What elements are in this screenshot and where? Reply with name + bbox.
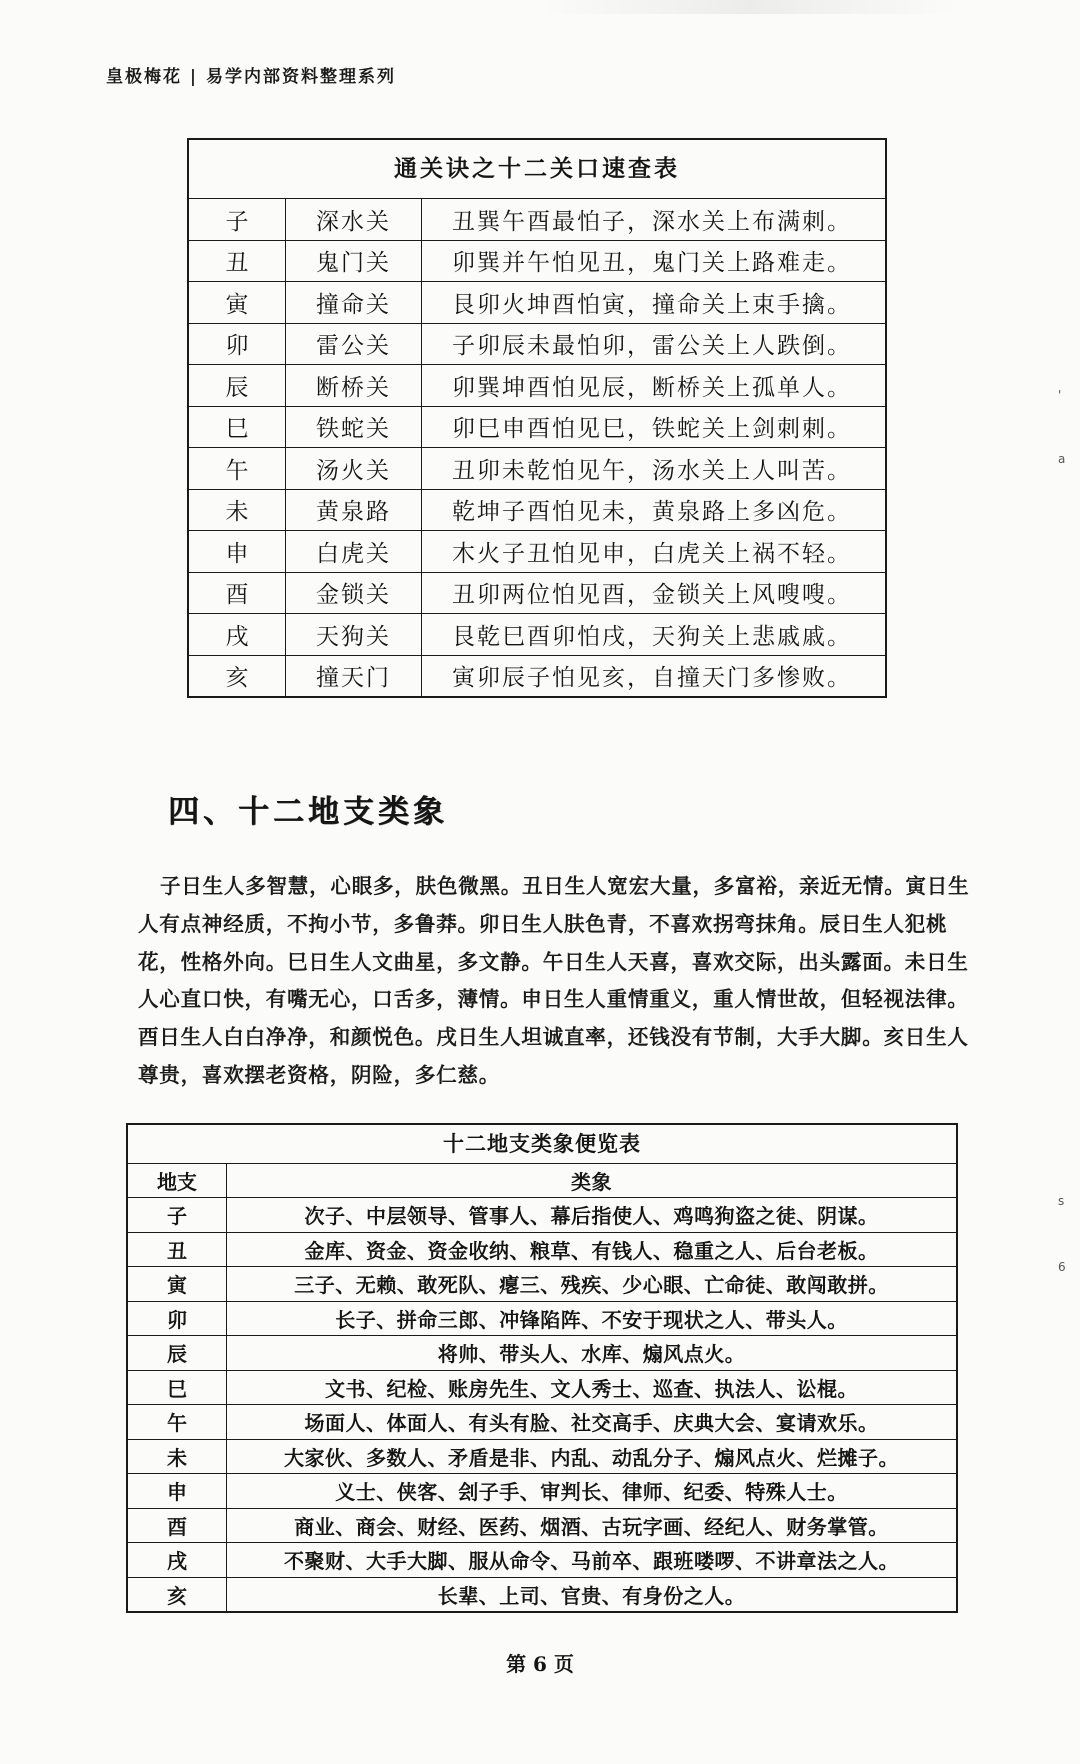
- verse-cell: 丑巽午酉最怕子，深水关上布满刺。: [422, 199, 887, 241]
- gate-name-cell: 汤火关: [286, 448, 422, 490]
- gate-table-row: [188, 572, 886, 614]
- image-cell: 将帅、带头人、水库、煽风点火。: [227, 1336, 958, 1371]
- gate-name-cell: 金锁关: [286, 572, 422, 614]
- gate-quick-reference-table: [187, 138, 887, 698]
- branch-table-row: [127, 1405, 957, 1440]
- verse-cell: 丑卯未乾怕见午，汤水关上人叫苦。: [422, 448, 887, 490]
- branch-cell: 子: [127, 1198, 227, 1233]
- gate-name-cell: 黄泉路: [286, 489, 422, 531]
- margin-speck: s: [1058, 1194, 1065, 1208]
- branch-cell: 午: [188, 448, 286, 490]
- section-heading: 四、十二地支类象: [168, 794, 448, 830]
- branch-table-row: [127, 1370, 957, 1405]
- branch-cell: 丑: [127, 1232, 227, 1267]
- gate-table-title-row: [188, 139, 886, 199]
- branch-cell: 巳: [127, 1370, 227, 1405]
- gate-table-row: [188, 531, 886, 573]
- column-header-branch: 地支: [127, 1164, 227, 1198]
- image-cell: 商业、商会、财经、医药、烟酒、古玩字画、经纪人、财务掌管。: [227, 1508, 958, 1543]
- branch-table-row: [127, 1508, 957, 1543]
- image-cell: 文书、纪检、账房先生、文人秀士、巡查、执法人、讼棍。: [227, 1370, 958, 1405]
- gate-table-row: [188, 655, 886, 697]
- gate-name-cell: 撞命关: [286, 282, 422, 324]
- branch-cell: 戌: [127, 1543, 227, 1578]
- verse-cell: 艮乾巳酉卯怕戌，天狗关上悲戚戚。: [422, 614, 887, 656]
- branch-cell: 辰: [127, 1336, 227, 1371]
- verse-cell: 卯巽并午怕见丑，鬼门关上路难走。: [422, 240, 887, 282]
- page-number: 第 6 页: [506, 1652, 574, 1676]
- branch-cell: 未: [127, 1439, 227, 1474]
- branch-cell: 子: [188, 199, 286, 241]
- column-header-image: 类象: [227, 1164, 958, 1198]
- running-header: 皇极梅花 | 易学内部资料整理系列: [106, 67, 397, 87]
- margin-speck: a: [1058, 452, 1066, 466]
- image-cell: 场面人、体面人、有头有脸、社交高手、庆典大会、宴请欢乐。: [227, 1405, 958, 1440]
- image-cell: 次子、中层领导、管事人、幕后指使人、鸡鸣狗盗之徒、阴谋。: [227, 1198, 958, 1233]
- gate-table-title: 通关诀之十二关口速查表: [188, 139, 886, 199]
- gate-table-row: [188, 489, 886, 531]
- branch-table-row: [127, 1198, 957, 1233]
- verse-cell: 卯巽坤酉怕见辰，断桥关上孤单人。: [422, 365, 887, 407]
- branch-cell: 卯: [188, 323, 286, 365]
- verse-cell: 乾坤子酉怕见未，黄泉路上多凶危。: [422, 489, 887, 531]
- gate-name-cell: 铁蛇关: [286, 406, 422, 448]
- branch-cell: 辰: [188, 365, 286, 407]
- branch-cell: 丑: [188, 240, 286, 282]
- margin-speck: 6: [1058, 1260, 1066, 1274]
- gate-table-row: [188, 240, 886, 282]
- image-cell: 不聚财、大手大脚、服从命令、马前卒、跟班喽啰、不讲章法之人。: [227, 1543, 958, 1578]
- branch-table-row: [127, 1267, 957, 1302]
- branch-cell: 酉: [188, 572, 286, 614]
- gate-name-cell: 撞天门: [286, 655, 422, 697]
- branch-cell: 亥: [127, 1577, 227, 1612]
- branch-cell: 未: [188, 489, 286, 531]
- gate-table-row: [188, 614, 886, 656]
- gate-name-cell: 雷公关: [286, 323, 422, 365]
- branch-cell: 申: [188, 531, 286, 573]
- branch-table-title: 十二地支类象便览表: [127, 1124, 957, 1164]
- margin-speck: ': [1058, 388, 1062, 402]
- gate-table-row: [188, 323, 886, 365]
- gate-table-row: [188, 365, 886, 407]
- branch-cell: 卯: [127, 1301, 227, 1336]
- branch-table-row: [127, 1577, 957, 1612]
- branch-table-row: [127, 1439, 957, 1474]
- image-cell: 三子、无赖、敢死队、瘪三、残疾、少心眼、亡命徒、敢闯敢拼。: [227, 1267, 958, 1302]
- image-cell: 金库、资金、资金收纳、粮草、有钱人、稳重之人、后台老板。: [227, 1232, 958, 1267]
- branch-cell: 戌: [188, 614, 286, 656]
- gate-name-cell: 白虎关: [286, 531, 422, 573]
- verse-cell: 卯巳申酉怕见巳，铁蛇关上剑刺刺。: [422, 406, 887, 448]
- branch-table-row: [127, 1232, 957, 1267]
- scan-edge-shadow: [540, 0, 960, 14]
- gate-name-cell: 鬼门关: [286, 240, 422, 282]
- gate-name-cell: 天狗关: [286, 614, 422, 656]
- branch-table-title-row: [127, 1124, 957, 1164]
- branch-cell: 巳: [188, 406, 286, 448]
- gate-table-row: [188, 199, 886, 241]
- branch-image-table: [126, 1123, 958, 1613]
- gate-table-row: [188, 282, 886, 324]
- branch-cell: 酉: [127, 1508, 227, 1543]
- branch-table-header-row: [127, 1164, 957, 1198]
- gate-name-cell: 深水关: [286, 199, 422, 241]
- verse-cell: 子卯辰未最怕卯，雷公关上人跌倒。: [422, 323, 887, 365]
- branch-table-row: [127, 1474, 957, 1509]
- section-paragraph: 子日生人多智慧，心眼多，肤色微黑。丑日生人宽宏大量，多富裕，亲近无情。寅日生人有点神经质，不拘小节，多鲁莽。卯日生人肤色青，不喜欢拐弯抹角。辰日生人犯桃花，性格外向。巳日生人文曲星，多文静。午日生人天喜，喜欢交际，出头露面。未日生人心直口快，有嘴无心，口舌多，薄情。申日生人重情重义，重人情世故，但轻视法律。酉日生人白白净净，和颜悦色。戌日生人坦诚直率，还钱没有节制，大手大脚。亥日生人尊贵，喜欢摆老资格，阴险，多仁慈。: [138, 874, 970, 1087]
- verse-cell: 木火子丑怕见申，白虎关上祸不轻。: [422, 531, 887, 573]
- image-cell: 长子、拼命三郎、冲锋陷阵、不安于现状之人、带头人。: [227, 1301, 958, 1336]
- branch-table-row: [127, 1543, 957, 1578]
- verse-cell: 丑卯两位怕见酉，金锁关上风嗖嗖。: [422, 572, 887, 614]
- branch-cell: 寅: [188, 282, 286, 324]
- image-cell: 大家伙、多数人、矛盾是非、内乱、动乱分子、煽风点火、烂摊子。: [227, 1439, 958, 1474]
- branch-cell: 亥: [188, 655, 286, 697]
- branch-cell: 寅: [127, 1267, 227, 1302]
- gate-table-row: [188, 406, 886, 448]
- branch-cell: 午: [127, 1405, 227, 1440]
- branch-table-row: [127, 1336, 957, 1371]
- gate-table-row: [188, 448, 886, 490]
- image-cell: 义士、侠客、刽子手、审判长、律师、纪委、特殊人士。: [227, 1474, 958, 1509]
- verse-cell: 寅卯辰子怕见亥，自撞天门多惨败。: [422, 655, 887, 697]
- branch-cell: 申: [127, 1474, 227, 1509]
- branch-table-row: [127, 1301, 957, 1336]
- image-cell: 长辈、上司、官贵、有身份之人。: [227, 1577, 958, 1612]
- gate-name-cell: 断桥关: [286, 365, 422, 407]
- verse-cell: 艮卯火坤酉怕寅，撞命关上束手擒。: [422, 282, 887, 324]
